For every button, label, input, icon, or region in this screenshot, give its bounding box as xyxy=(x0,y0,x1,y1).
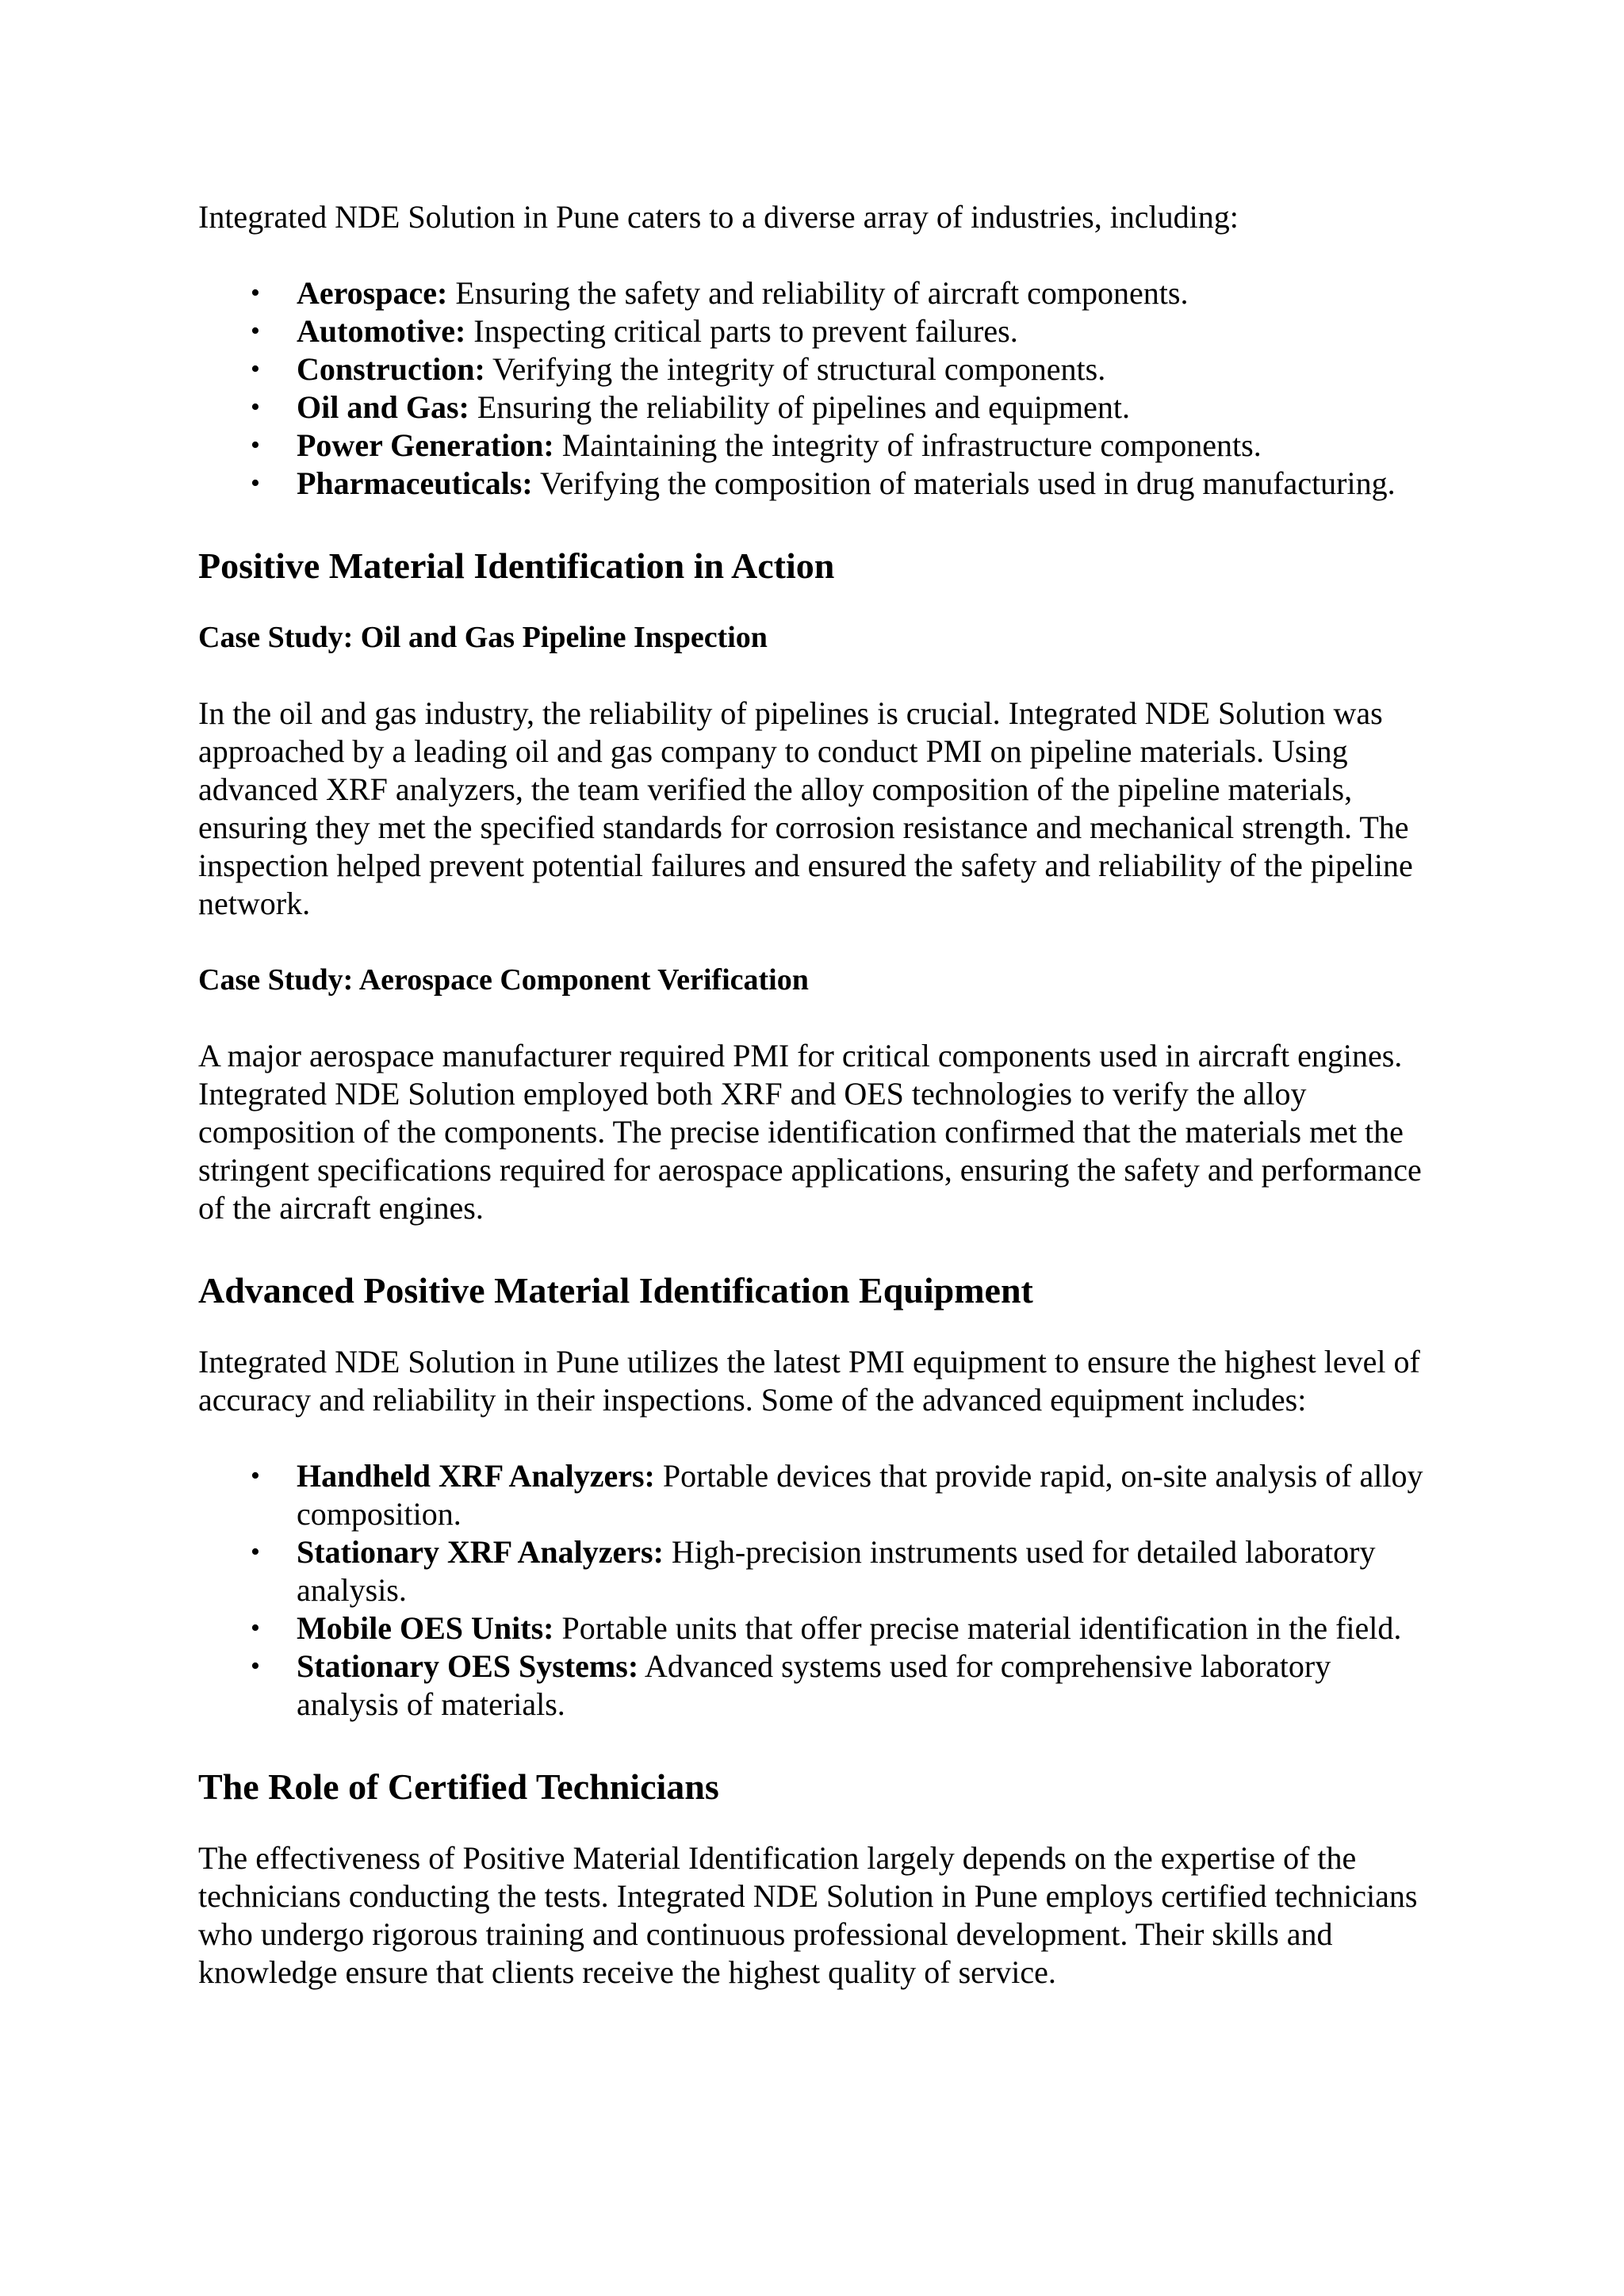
industries-list xyxy=(198,274,1440,503)
section-heading-pmi-in-action: Positive Material Identification in Action xyxy=(198,545,835,586)
item-text: Advanced systems used for comprehensive laboratory analysis of materials. xyxy=(297,1648,1331,1722)
list-item xyxy=(251,350,1440,388)
equipment-list xyxy=(198,1457,1440,1724)
bullet-icon: • xyxy=(251,469,260,498)
list-item xyxy=(251,388,1440,427)
bullet-icon: • xyxy=(251,1537,260,1567)
section-heading-equipment: Advanced Positive Material Identification Equipment xyxy=(198,1270,1033,1311)
item-text: Inspecting critical parts to prevent failures. xyxy=(465,313,1018,349)
list-item xyxy=(251,312,1440,350)
item-text: Maintaining the integrity of infrastructure components. xyxy=(553,427,1262,463)
bullet-icon: • xyxy=(251,430,260,460)
industries-intro: Integrated NDE Solution in Pune caters to a diverse array of industries, including: xyxy=(198,199,1239,235)
bullet-icon: • xyxy=(251,1613,260,1643)
list-item xyxy=(251,1647,1440,1724)
bullet-icon: • xyxy=(251,354,260,384)
item-text: Portable units that offer precise material identification in the field. xyxy=(553,1610,1402,1646)
item-term: Aerospace: xyxy=(297,275,448,311)
case-study-text-aerospace: A major aerospace manufacturer required PMI for critical components used in aircraft engines. Integrated NDE Solution employed both XRF and OES technologies to verify the alloy composition of the components. The precise identification confirmed that the materials met the stringent specifications required for aerospace applications, ensuring the safety and performance of the aircraft engines. xyxy=(198,1038,1422,1226)
item-term: Stationary OES Systems: xyxy=(297,1648,639,1684)
item-text: Ensuring the safety and reliability of aircraft components. xyxy=(447,275,1189,311)
item-term: Stationary XRF Analyzers: xyxy=(297,1534,664,1570)
item-term: Mobile OES Units: xyxy=(297,1610,554,1646)
bullet-icon: • xyxy=(251,392,260,422)
item-term: Oil and Gas: xyxy=(297,389,469,425)
bullet-icon: • xyxy=(251,316,260,346)
item-term: Construction: xyxy=(297,351,485,387)
list-item xyxy=(251,1457,1440,1533)
technicians-text: The effectiveness of Positive Material Identification largely depends on the expertise of the technicians conducting the tests. Integrated NDE Solution in Pune employs certified technicians who undergo rigorous training and continuous professional development. Their skills and knowledge ensure that clients receive the highest quality of service. xyxy=(198,1840,1418,1990)
item-text: Verifying the composition of materials used in drug manufacturing. xyxy=(532,465,1396,501)
item-term: Pharmaceuticals: xyxy=(297,465,533,501)
item-text: Portable devices that provide rapid, on-site analysis of alloy composition. xyxy=(297,1458,1423,1532)
list-item xyxy=(251,427,1440,465)
bullet-icon: • xyxy=(251,278,260,308)
bullet-icon: • xyxy=(251,1461,260,1490)
list-item xyxy=(251,274,1440,312)
item-term: Power Generation: xyxy=(297,427,554,463)
bullet-icon: • xyxy=(251,1651,260,1681)
equipment-intro: Integrated NDE Solution in Pune utilizes the latest PMI equipment to ensure the highest level of accuracy and reliability in their inspections. Some of the advanced equipment includes: xyxy=(198,1344,1420,1418)
case-study-text-pipeline: In the oil and gas industry, the reliability of pipelines is crucial. Integrated NDE Solution was approached by a leading oil and gas company to conduct PMI on pipeline materials. Using advanced XRF analyzers, the team verified the alloy composition of the pipeline materials, ensuring they met the specified standards for corrosion resistance and mechanical strength. The inspection helped prevent potential failures and ensured the safety and reliability of the pipeline network. xyxy=(198,695,1413,921)
case-study-heading-aerospace: Case Study: Aerospace Component Verification xyxy=(198,963,809,997)
item-text: Verifying the integrity of structural components. xyxy=(485,351,1106,387)
item-text: Ensuring the reliability of pipelines and equipment. xyxy=(469,389,1130,425)
list-item xyxy=(251,1533,1440,1609)
section-heading-technicians: The Role of Certified Technicians xyxy=(198,1766,719,1807)
item-term: Automotive: xyxy=(297,313,466,349)
item-text: High-precision instruments used for detailed laboratory analysis. xyxy=(297,1534,1376,1608)
list-item xyxy=(251,1609,1440,1647)
item-term: Handheld XRF Analyzers: xyxy=(297,1458,655,1494)
list-item xyxy=(251,465,1440,503)
case-study-heading-pipeline: Case Study: Oil and Gas Pipeline Inspection xyxy=(198,621,768,654)
